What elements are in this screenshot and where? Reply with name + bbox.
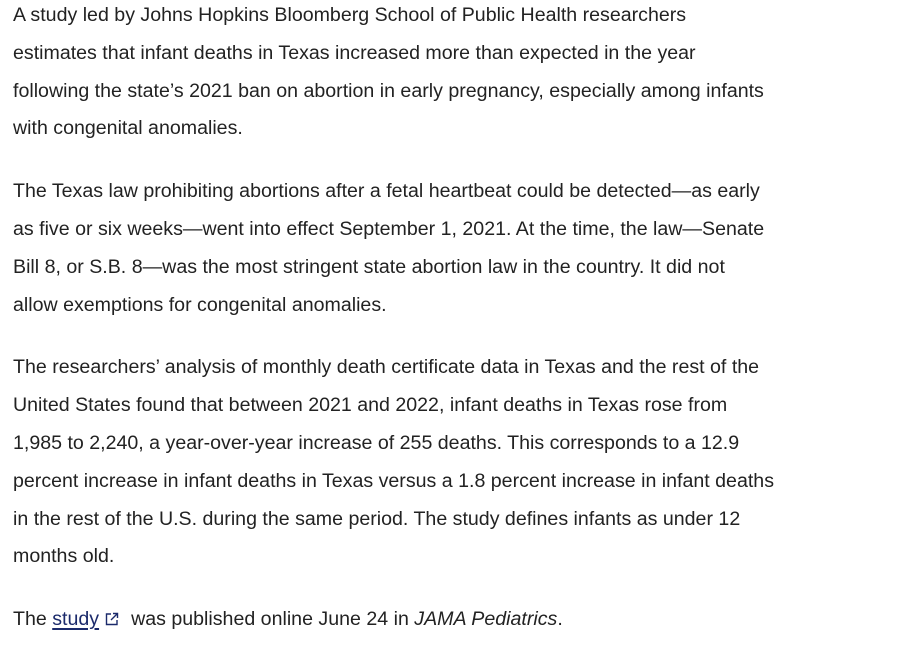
text-line: The researchers’ analysis of monthly death certificate data in Texas and the rest of the <box>13 356 760 379</box>
publication-prefix: The <box>13 608 47 631</box>
text-line <box>13 601 906 639</box>
publication-middle: was published online June 24 in <box>131 608 409 631</box>
text-line: estimates that infant deaths in Texas increased more than expected in the year <box>13 41 696 64</box>
publication-suffix: . <box>557 608 563 631</box>
text-line: percent increase in infant deaths in Texas versus a 1.8 percent increase in infant deaths <box>13 469 774 492</box>
text-line: 1,985 to 2,240, a year-over-year increase of 255 deaths. This corresponds to a 12.9 <box>13 431 740 454</box>
text-line: United States found that between 2021 and 2022, infant deaths in Texas rose from <box>13 394 728 417</box>
paragraph-texas-law <box>13 173 906 324</box>
paragraph-publication <box>13 601 906 639</box>
text-line: The Texas law prohibiting abortions after a fetal heartbeat could be detected—as early <box>13 180 760 203</box>
text-line: allow exemptions for congenital anomalies. <box>13 293 387 316</box>
journal-name: JAMA Pediatrics <box>414 608 558 631</box>
paragraph-intro <box>13 0 906 148</box>
text-line: months old. <box>13 545 115 568</box>
text-line: Bill 8, or S.B. 8—was the most stringent state abortion law in the country. It did not <box>13 255 725 278</box>
text-line: A study led by Johns Hopkins Bloomberg School of Public Health researchers <box>13 4 687 26</box>
text-line: in the rest of the U.S. during the same period. The study defines infants as under 12 <box>13 507 741 530</box>
text-line: as five or six weeks—went into effect September 1, 2021. At the time, the law—Senate <box>13 217 765 240</box>
text-line: following the state’s 2021 ban on abortion in early pregnancy, especially among infants <box>13 79 764 102</box>
text-line: with congenital anomalies. <box>13 117 243 140</box>
external-link-icon[interactable] <box>105 602 119 616</box>
paragraph-analysis <box>13 349 906 576</box>
study-link[interactable]: study <box>52 608 100 631</box>
